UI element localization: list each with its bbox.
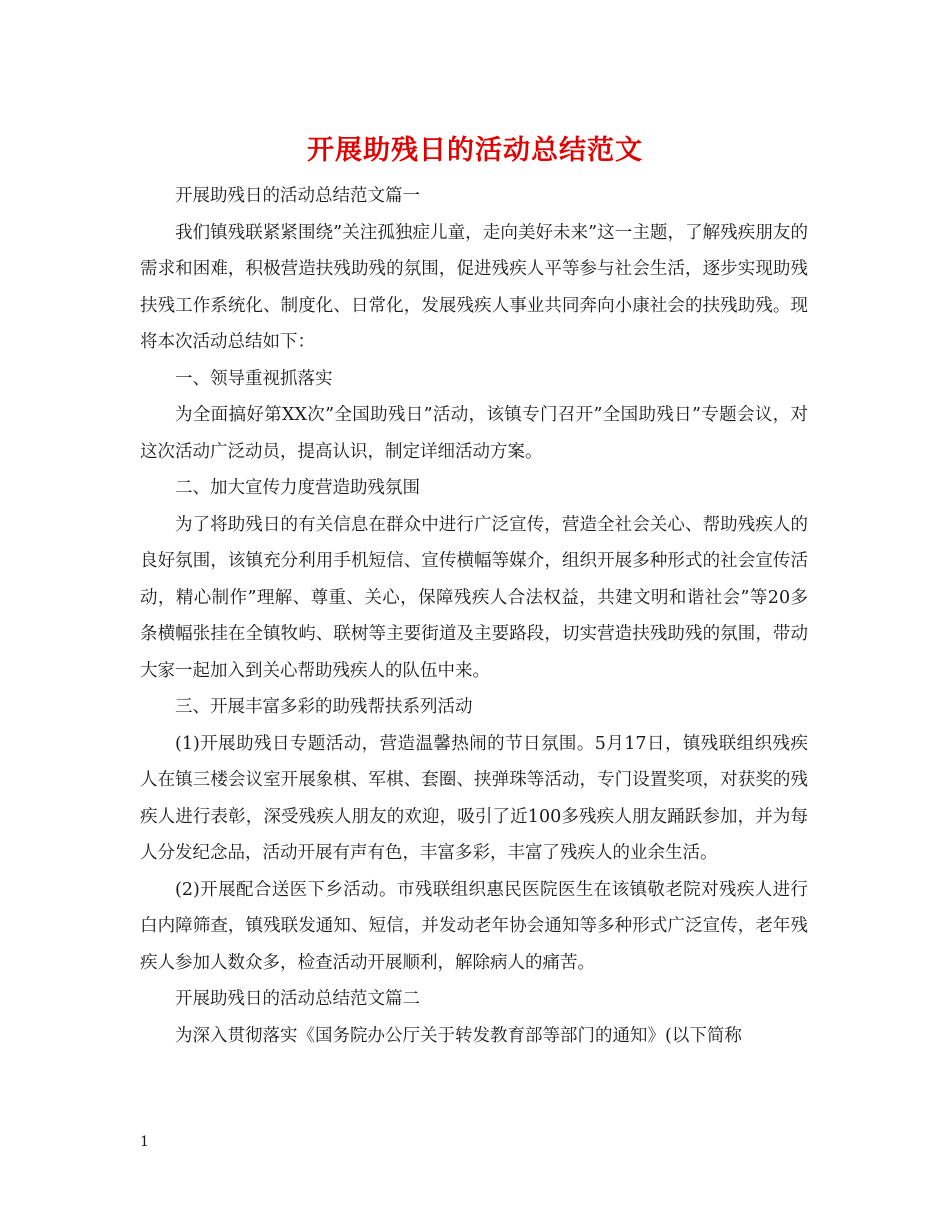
paragraph-heading-activities: 三、开展丰富多彩的助残帮扶系列活动 xyxy=(175,697,473,717)
paragraph-heading-leadership: 一、领导重视抓落实 xyxy=(175,368,333,389)
paragraph-intro: 我们镇残联紧紧围绕”关注孤独症儿童，走向美好未来”这一主题，了解残疾朋友的需求和困难，积极营造扶残助残的氛围，促进残疾人平等参与社会生活，逐步实现助残扶残工作系统化、制度化、日常化，发展残疾人事业共同奔向小康社会的扶残助残。现将本次活动总结如下： xyxy=(140,222,808,352)
paragraph-section-heading-1: 开展助残日的活动总结范文篇一 xyxy=(175,186,420,206)
paragraph-publicity: 为了将助残日的有关信息在群众中进行广泛宣传，营造全社会关心、帮助残疾人的良好氛围，该镇充分利用手机短信、宣传横幅等媒介，组织开展多种形式的社会宣传活动，精心制作”理解、尊重、关心，保障残疾人合法权益，共建文明和谐社会”等20多条横幅张挂在全镇牧屿、联树等主要街道及主要路段，切实营造扶残助残的氛围，带动大家一起加入到关心帮助残疾人的队伍中来。 xyxy=(140,514,808,681)
paragraph-heading-publicity: 二、加大宣传力度营造助残氛围 xyxy=(175,478,420,498)
paragraph-leadership: 为全面搞好第XX次”全国助残日”活动，该镇专门召开”全国助残日”专题会议，对这次活动广泛动员，提高认识，制定详细活动方案。 xyxy=(140,405,808,462)
paragraph-section-2-start: 为深入贯彻落实《国务院办公厅关于转发教育部等部门的通知》(以下简称 xyxy=(175,1025,742,1046)
paragraph-section-heading-2: 开展助残日的活动总结范文篇二 xyxy=(175,989,420,1009)
document-title: 开展助残日的活动总结范文 xyxy=(307,135,643,166)
paragraph-activity-1: (1)开展助残日专题活动，营造温馨热闹的节日氛围。5月17日，镇残联组织残疾人在镇三楼会议室开展象棋、军棋、套圈、挟弹珠等活动，专门设置奖项，对获奖的残疾人进行表彰，深受残疾人朋友的欢迎，吸引了近100多残疾人朋友踊跃参加，并为每人分发纪念品，活动开展有声有色，丰富多彩，丰富了残疾人的业余生活。 xyxy=(140,733,808,863)
document-body xyxy=(140,178,808,1054)
page-number: 1 xyxy=(140,1134,149,1150)
paragraph-activity-2: (2)开展配合送医下乡活动。市残联组织惠民医院医生在该镇敬老院对残疾人进行白内障筛查，镇残联发通知、短信，并发动老年协会通知等多种形式广泛宣传，老年残疾人参加人数众多，检查活动开展顺利，解除病人的痛苦。 xyxy=(140,879,808,973)
